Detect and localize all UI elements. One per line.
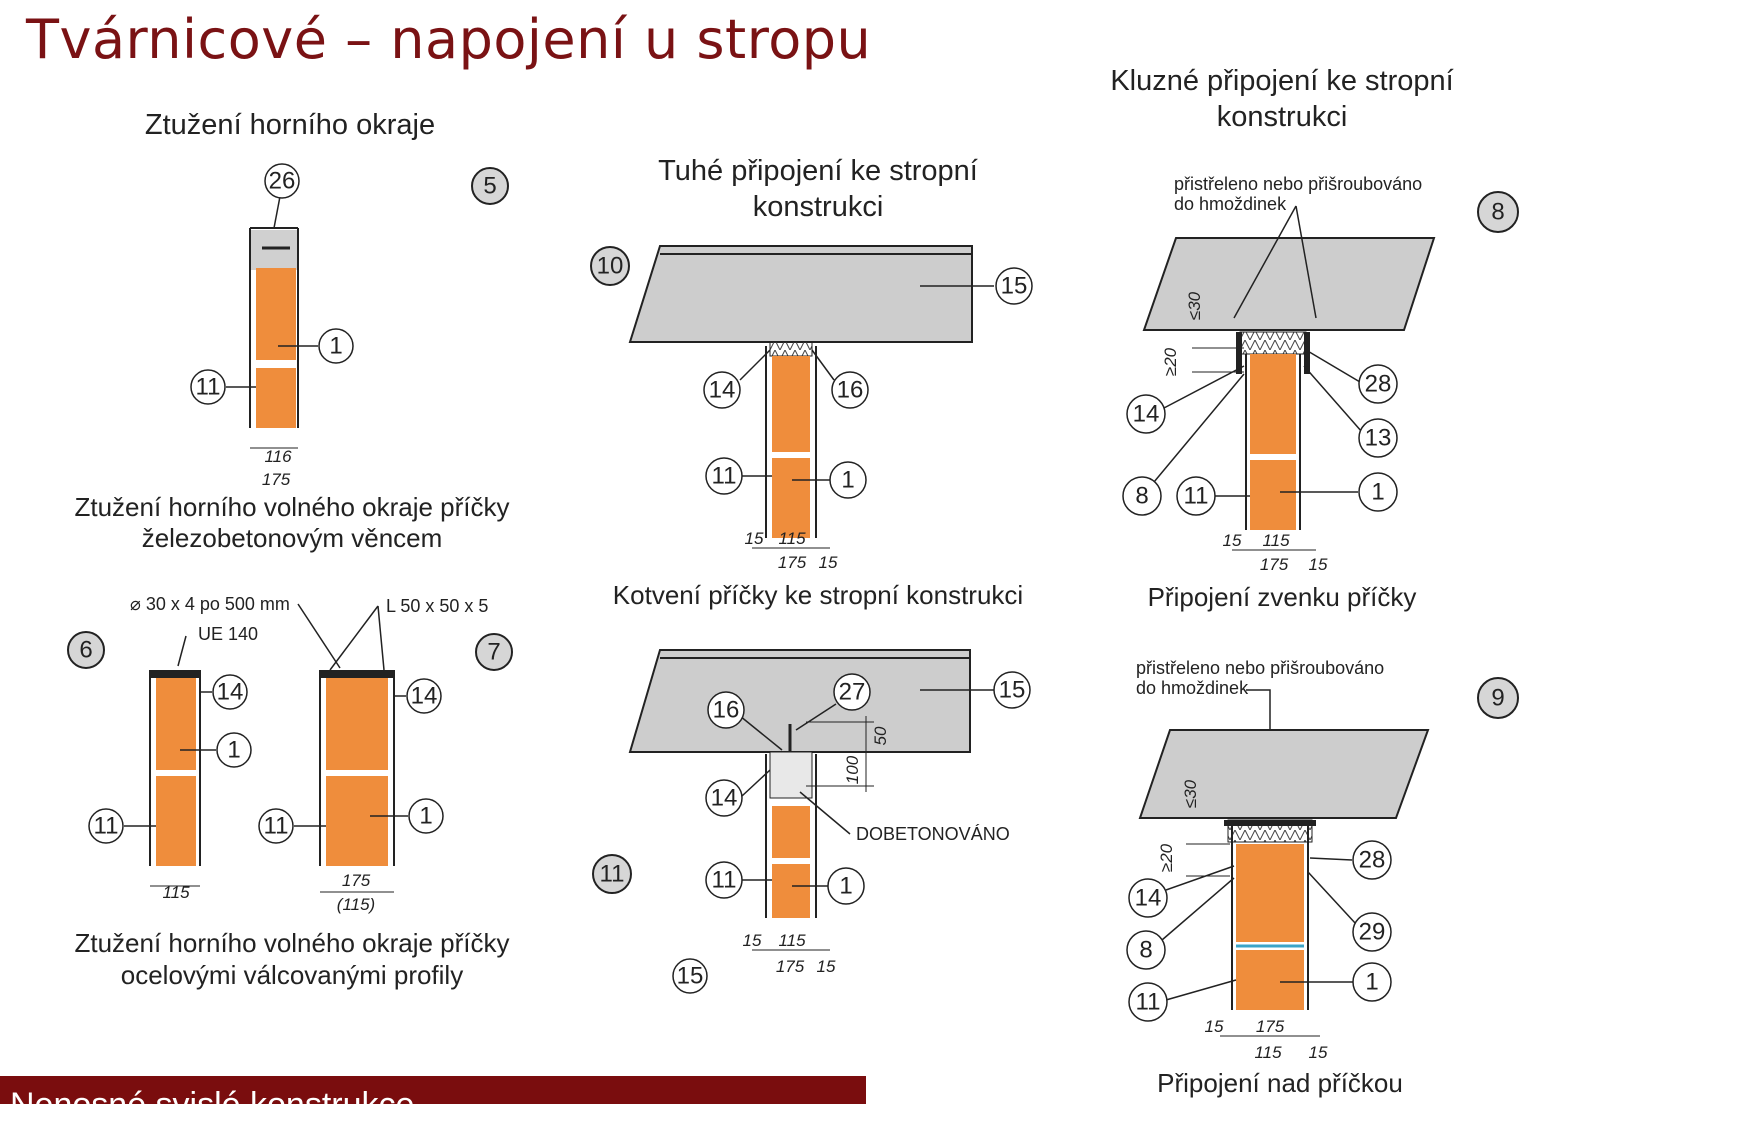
d10-heading-line1: Tuhé připojení ke stropní <box>658 155 978 187</box>
d9-callout-11-label: 11 <box>1135 988 1161 1016</box>
d10-heading-line2: konstrukci <box>752 191 884 223</box>
d8-block-lower <box>1250 460 1296 530</box>
d9-dim-175: 175 <box>1255 1017 1285 1036</box>
d8-dim-15b: 15 <box>1308 555 1328 574</box>
d8-block-upper <box>1250 354 1296 454</box>
d67-caption-line1: Ztužení horního volného okraje příčky <box>74 928 510 958</box>
d8-callout-8-label: 8 <box>1135 482 1149 510</box>
d10-insulation <box>770 342 812 356</box>
d11-grout <box>770 752 812 798</box>
d7-angle-top <box>320 670 394 678</box>
d67-caption-line2: ocelovými válcovanými profily <box>120 960 464 990</box>
diagram-8 <box>1110 65 1518 612</box>
d67-leader-ue <box>178 636 186 666</box>
d67-note-ue: UE 140 <box>198 624 259 644</box>
d6-marker: 6 <box>79 636 93 664</box>
d67-leader-bar <box>298 604 340 668</box>
slide-title: Tvárnicové – napojení u stropu <box>26 8 872 71</box>
d8-dim-15a: 15 <box>1222 531 1242 550</box>
d5-heading: Ztužení horního okraje <box>144 109 436 141</box>
d11-callout-16-label: 16 <box>712 696 740 724</box>
d5-caption-line2: železobetonovým věncem <box>141 523 443 553</box>
d9-marker: 9 <box>1491 684 1505 712</box>
d67-leader-angle-a <box>330 606 378 670</box>
diagram-11 <box>593 650 1030 993</box>
d9-channel-top <box>1224 820 1316 826</box>
d9-leader-28 <box>1310 858 1352 860</box>
d10-marker: 10 <box>596 252 624 280</box>
d7-block-lower <box>326 776 388 866</box>
d10-dim-15b: 15 <box>818 553 838 572</box>
d5-callout-26-label: 26 <box>268 167 296 195</box>
d6-callout-1-label: 1 <box>227 736 241 764</box>
d11-callout-27-label: 27 <box>838 678 866 706</box>
d10-block-upper <box>772 356 810 452</box>
d8-heading-line1: Kluzné připojení ke stropní <box>1110 65 1454 97</box>
d8-dim-ge20: ≥20 <box>1161 347 1180 377</box>
d9-dim-le30: ≤30 <box>1181 779 1200 809</box>
d67-leader-angle-b <box>378 606 384 670</box>
d67-note-bar: ⌀ 30 x 4 po 500 mm <box>130 594 290 614</box>
d7-marker: 7 <box>487 638 501 666</box>
d6-dim-115: 115 <box>162 883 190 902</box>
d9-dim-15a: 15 <box>1204 1017 1224 1036</box>
d67-note-angle: L 50 x 50 x 5 <box>386 596 489 616</box>
d5-dim-175: 175 <box>261 470 291 489</box>
d8-marker: 8 <box>1491 198 1505 226</box>
d9-block-upper <box>1236 844 1304 942</box>
d8-leader-13 <box>1304 366 1362 432</box>
d11-dim-15a: 15 <box>742 931 762 950</box>
d8-dim-le30: ≤30 <box>1185 291 1204 321</box>
d7-callout-11-label: 11 <box>263 812 289 840</box>
d8-callout-11-label: 11 <box>1183 482 1209 510</box>
d10-callout-11-label: 11 <box>711 462 737 490</box>
d11-dim-115: 115 <box>778 931 806 950</box>
d5-ring-beam <box>250 230 298 270</box>
d11-callout-15-label: 15 <box>998 676 1026 704</box>
d11-dim-50: 50 <box>871 726 890 746</box>
d6-callout-11-label: 11 <box>93 812 119 840</box>
d10-block-lower <box>772 458 810 538</box>
d8-callout-28-label: 28 <box>1364 370 1392 398</box>
d9-dim-115: 115 <box>1254 1043 1282 1062</box>
d9-callout-14-label: 14 <box>1134 884 1162 912</box>
d10-callout-14-label: 14 <box>708 376 736 404</box>
d5-dim-116: 116 <box>264 447 292 466</box>
d7-dim-115: (115) <box>336 895 376 914</box>
d7-callout-14-label: 14 <box>410 682 438 710</box>
d6-channel <box>150 670 200 678</box>
d11-dim-100: 100 <box>843 755 862 785</box>
diagram-9 <box>1127 658 1518 1098</box>
d11-partial-callout-label: 15 <box>676 962 704 990</box>
d10-caption: Kotvení příčky ke stropní konstrukci <box>612 580 1024 610</box>
d9-callout-8-label: 8 <box>1139 936 1153 964</box>
d11-dim-175: 175 <box>775 957 805 976</box>
d9-callout-1-label: 1 <box>1365 968 1379 996</box>
d10-dim-15a: 15 <box>744 529 764 548</box>
d9-block-lower <box>1236 950 1304 1010</box>
d7-callout-1-label: 1 <box>419 802 433 830</box>
d8-note-line1: přistřeleno nebo přišroubováno <box>1174 174 1423 194</box>
d10-dim-115: 115 <box>778 529 806 548</box>
d5-caption-line1: Ztužení horního volného okraje příčky <box>74 492 510 522</box>
d9-dim-15b: 15 <box>1308 1043 1328 1062</box>
d11-dim-15b: 15 <box>816 957 836 976</box>
d11-note-dobetonovano: DOBETONOVÁNO <box>856 824 1010 844</box>
d8-callout-14-label: 14 <box>1132 400 1160 428</box>
d11-callout-11-label: 11 <box>711 866 737 894</box>
d6-block-upper <box>156 678 196 770</box>
d10-callout-16-label: 16 <box>836 376 864 404</box>
d8-callout-13-label: 13 <box>1364 424 1392 452</box>
d10-dim-175: 175 <box>777 553 807 572</box>
diagram-6-7 <box>68 594 512 990</box>
d9-leader-11 <box>1166 980 1236 1000</box>
d5-marker: 5 <box>483 172 497 200</box>
d8-dim-115: 115 <box>1262 531 1290 550</box>
d5-callout-11-label: 11 <box>195 373 221 401</box>
d9-note-line2: do hmoždinek <box>1136 678 1249 698</box>
d8-insulation <box>1240 332 1306 354</box>
d9-callout-29-label: 29 <box>1358 918 1386 946</box>
bottom-banner-text: Nenosné svislé konstrukce <box>10 1086 415 1124</box>
d9-callout-28-label: 28 <box>1358 846 1386 874</box>
d5-block-lower <box>256 368 296 428</box>
d11-block-lower <box>772 864 810 918</box>
d5-callout-1-label: 1 <box>329 332 343 360</box>
d10-callout-1-label: 1 <box>841 466 855 494</box>
d11-block-upper <box>772 806 810 858</box>
d10-callout-15-label: 15 <box>1000 272 1028 300</box>
d9-caption: Připojení nad příčkou <box>1157 1068 1403 1098</box>
bottom-banner <box>0 1076 866 1124</box>
d9-note-line1: přistřeleno nebo přišroubováno <box>1136 658 1385 678</box>
d6-callout-14-label: 14 <box>216 678 244 706</box>
d11-marker: 11 <box>599 860 625 888</box>
d8-note-line2: do hmoždinek <box>1174 194 1287 214</box>
diagram-10 <box>591 155 1032 610</box>
d6-block-lower <box>156 776 196 866</box>
d8-heading-line2: konstrukci <box>1216 101 1348 133</box>
d11-callout-1-label: 1 <box>839 872 853 900</box>
d9-leader-29 <box>1308 872 1356 924</box>
d8-caption: Připojení zvenku příčky <box>1147 582 1417 612</box>
d10-slab <box>630 246 972 342</box>
d9-dim-ge20: ≥20 <box>1157 843 1176 873</box>
d8-callout-1-label: 1 <box>1371 478 1385 506</box>
d11-slab <box>630 650 970 752</box>
d7-block-upper <box>326 678 388 770</box>
diagram-5 <box>74 109 509 553</box>
d11-callout-14-label: 14 <box>710 784 738 812</box>
d7-dim-175: 175 <box>341 871 371 890</box>
d8-dim-175: 175 <box>1259 555 1289 574</box>
